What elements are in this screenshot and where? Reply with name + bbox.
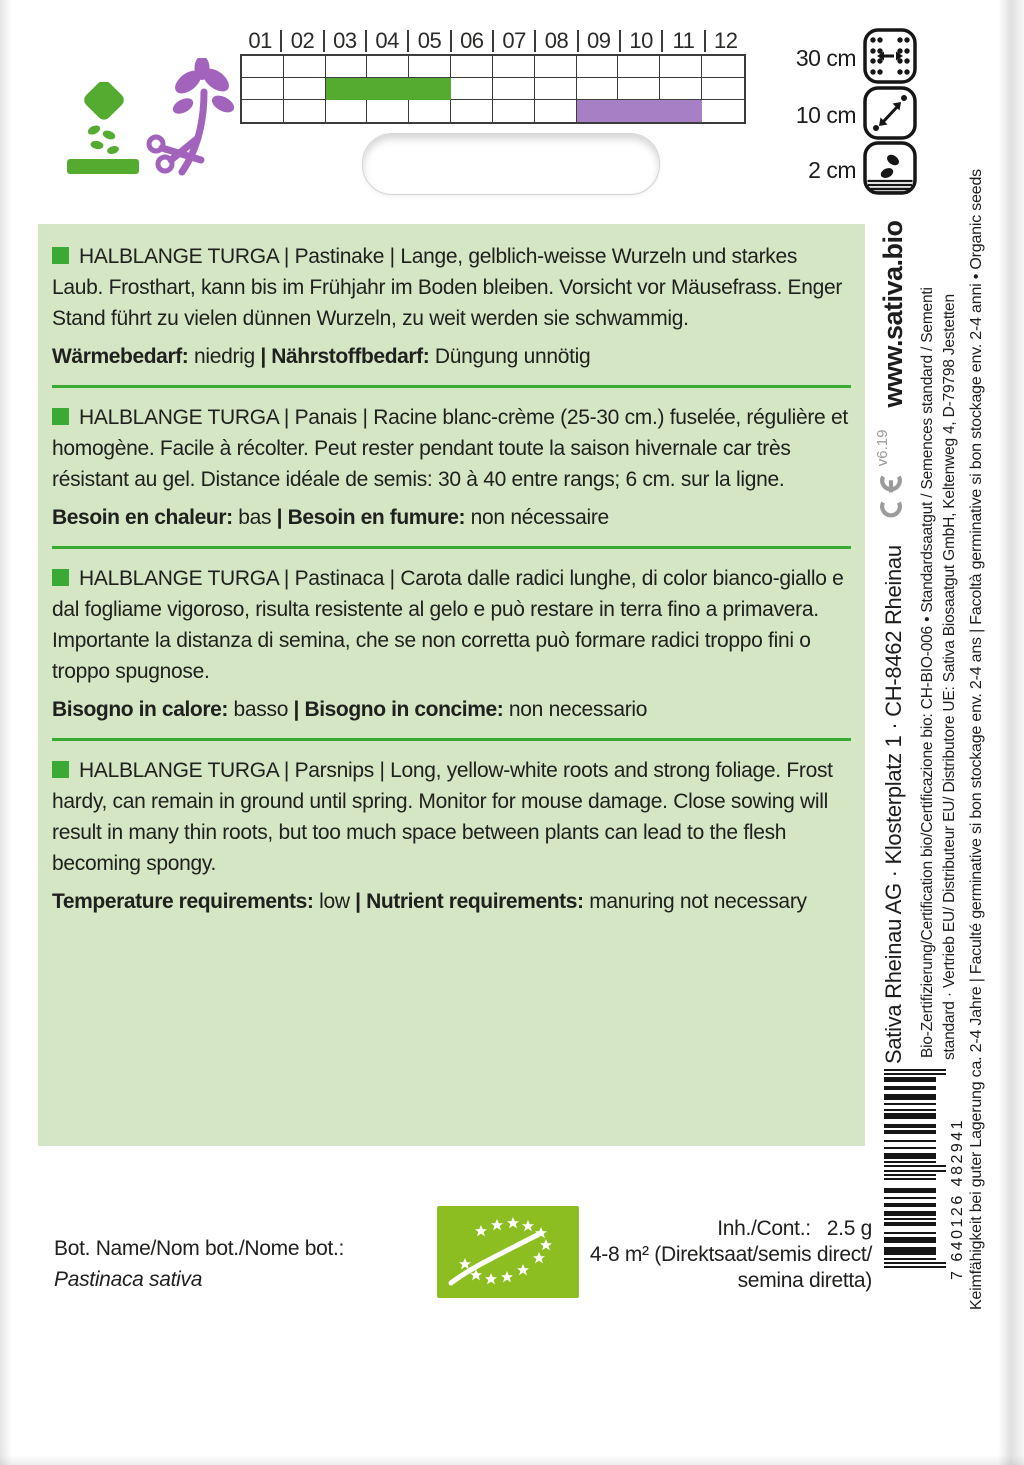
barcode-module	[884, 1071, 946, 1073]
barcode-module	[884, 1117, 936, 1119]
month-label: 02	[280, 30, 322, 52]
req-value: non necessario	[508, 698, 648, 721]
req-value: basso	[233, 698, 289, 721]
calendar-cell	[242, 56, 284, 78]
sowing-icon	[66, 82, 142, 183]
month-label: 08	[534, 30, 576, 52]
ce-mark-icon	[878, 471, 909, 523]
barcode-module	[884, 1132, 936, 1134]
separator: |	[384, 567, 401, 590]
contents-block	[590, 1216, 872, 1294]
row-spacing-icon	[863, 28, 917, 89]
barcode-module	[884, 1082, 936, 1084]
month-label: 09	[577, 30, 619, 52]
barcode-module	[884, 1069, 946, 1071]
species-name: Panais	[294, 406, 358, 429]
barcode-module	[884, 1105, 936, 1107]
req-value: manuring not necessary	[589, 890, 807, 913]
green-square-bullet	[52, 761, 69, 778]
calendar-cell	[535, 78, 577, 100]
barcode-module	[884, 1126, 936, 1128]
requirements-line	[52, 695, 851, 725]
req-label: Nährstoffbedarf:	[271, 345, 430, 368]
calendar-cell	[326, 100, 368, 122]
description-paragraph	[52, 241, 851, 334]
barcode-digits: 7 640126 482941	[949, 1117, 966, 1280]
distributor-line: standard · Vertrieb EU/ Distributeur EU/ Distributore UE: Sativa Biosaatgut GmbH, Keltenweg 4, D-79798 Jestetten	[941, 294, 958, 1060]
requirements-line	[52, 503, 851, 533]
calendar-cell	[535, 56, 577, 78]
variety-name: HALBLANGE TURGA	[79, 245, 279, 268]
month-label: 07	[492, 30, 534, 52]
barcode-module	[884, 1149, 936, 1151]
packet-right-edge	[998, 0, 1024, 1465]
barcode-module	[884, 1180, 936, 1182]
calendar-cell	[577, 78, 619, 100]
description-text: Lange, gelblich-weisse Wurzeln und starkes Laub. Frosthart, kann bis im Frühjahr im Boden bleiben. Vorsicht vor Mäusefrass. Enger Stand führt zu vielen dünnen Wurzeln, zu weit werden sie schwammig.	[52, 245, 843, 330]
barcode-module	[884, 1237, 936, 1239]
req-label: Nutrient requirements:	[366, 890, 584, 913]
species-name: Pastinaca	[294, 567, 385, 590]
barcode-module	[884, 1103, 936, 1105]
req-label: Bisogno in concime:	[304, 698, 504, 721]
separator: |	[271, 506, 288, 529]
section-divider	[52, 385, 851, 388]
barcode-module	[884, 1241, 936, 1243]
barcode-module	[884, 1121, 936, 1123]
variety-info-panel	[38, 224, 865, 1146]
certification-line: Bio-Zertifizierung/Certification bio/Certificazione bio: CH-BIO-006 • Standardsaatgut / Semences standard / Sementi	[919, 287, 936, 1058]
barcode-module	[884, 1195, 936, 1197]
barcode-module	[884, 1235, 936, 1237]
germination-line: Keimfähigkeit bei guter Lagerung ca. 2-4 Jahre | Faculté germinative si bon stockage env. 2-4 ans | Facoltà germinative si bon stockage env. 2-4 anni • Organic seeds	[968, 169, 985, 1310]
green-square-bullet	[52, 408, 69, 425]
barcode-module	[884, 1165, 946, 1167]
barcode-module	[884, 1230, 936, 1232]
barcode-module	[884, 1096, 936, 1098]
barcode-module	[884, 1119, 936, 1121]
barcode-module	[884, 1107, 936, 1109]
barcode-module	[884, 1262, 946, 1264]
calendar-cell	[367, 56, 409, 78]
req-label: Besoin en chaleur:	[52, 506, 233, 529]
barcode-module	[884, 1247, 936, 1249]
coverage-line-2: semina diretta)	[737, 1269, 872, 1292]
calendar-cell	[660, 56, 702, 78]
barcode-module	[884, 1193, 936, 1195]
separator: |	[373, 759, 391, 782]
contents-label: Inh./Cont.:	[717, 1217, 811, 1240]
barcode-module	[884, 1155, 936, 1157]
calendar-cell	[242, 100, 284, 122]
barcode-module	[884, 1214, 936, 1216]
req-value: niedrig	[193, 345, 255, 368]
plant-spacing-value: 10 cm	[795, 102, 856, 128]
side-publisher-line	[874, 220, 909, 1064]
green-square-bullet	[52, 569, 69, 586]
harvest-period-bar	[577, 100, 703, 122]
barcode-module	[884, 1136, 936, 1138]
barcode-module	[884, 1218, 936, 1220]
barcode-module	[884, 1163, 946, 1165]
barcode-module	[884, 1153, 936, 1155]
variety-name: HALBLANGE TURGA	[79, 759, 279, 782]
barcode-module	[884, 1188, 936, 1190]
sowing-depth-icon	[863, 141, 917, 200]
barcode-module	[884, 1094, 936, 1096]
sowing-depth-legend	[784, 141, 917, 200]
barcode-module	[884, 1222, 936, 1224]
packet-bottom-edge	[0, 1455, 1024, 1465]
contents-line	[590, 1216, 872, 1242]
variety-name: HALBLANGE TURGA	[79, 406, 279, 429]
botanical-name-value: Pastinaca sativa	[54, 1268, 203, 1291]
month-label: 03	[323, 30, 365, 52]
separator: |	[254, 345, 272, 368]
company-address: Sativa Rheinau AG · Klosterplatz 1 · CH-8462 Rheinau	[880, 545, 906, 1064]
botanical-name-label: Bot. Name/Nom bot./Nome bot.:	[54, 1237, 345, 1260]
calendar-cell	[702, 100, 744, 122]
barcode-module	[884, 1109, 936, 1111]
barcode-module	[884, 1073, 946, 1075]
barcode-module	[884, 1174, 936, 1176]
section-english	[52, 755, 851, 917]
barcode-module	[884, 1088, 936, 1090]
barcode-module	[884, 1178, 936, 1180]
calendar-cell	[367, 100, 409, 122]
calendar-cell	[618, 56, 660, 78]
barcode-module	[884, 1113, 936, 1115]
req-value: bas	[238, 506, 272, 529]
plant-spacing-icon	[863, 86, 917, 145]
sowing-period-bar	[326, 78, 452, 100]
calendar-cell	[409, 100, 451, 122]
contents-value: 2.5 g	[826, 1217, 872, 1240]
plant-spacing-legend	[784, 86, 917, 145]
barcode-bars	[884, 1066, 948, 1268]
sowing-calendar	[240, 28, 746, 124]
barcode-module	[884, 1201, 936, 1203]
req-value: non nécessaire	[470, 506, 609, 529]
separator: |	[278, 759, 295, 782]
separator: |	[349, 890, 367, 913]
calendar-cell	[326, 56, 368, 78]
separator: |	[278, 245, 295, 268]
barcode-module	[884, 1098, 936, 1100]
month-label: 06	[450, 30, 492, 52]
section-german	[52, 241, 851, 388]
req-value: Düngung unnötig	[434, 345, 591, 368]
barcode-module	[884, 1084, 936, 1086]
species-name: Parsnips	[294, 759, 374, 782]
barcode-module	[884, 1086, 936, 1088]
barcode-module	[884, 1130, 936, 1132]
ean-barcode	[884, 1066, 967, 1280]
calendar-cell	[242, 78, 284, 100]
calendar-cell	[284, 56, 326, 78]
barcode-module	[884, 1172, 946, 1174]
barcode-module	[884, 1157, 936, 1159]
calendar-cell	[660, 78, 702, 100]
req-label: Bisogno in calore:	[52, 698, 228, 721]
section-italian	[52, 563, 851, 741]
barcode-module	[884, 1197, 936, 1199]
barcode-module	[884, 1128, 936, 1130]
barcode-module	[884, 1249, 936, 1251]
requirements-line	[52, 342, 851, 372]
description-text: Carota dalle radici lunghe, di color bianco-giallo e dal fogliame vigoroso, risulta resistente al gelo e può restare in terra fino a primavera. Importante la distanza di semina, che se non corretta può formare radici troppo fini o troppo spugnose.	[52, 567, 844, 683]
barcode-module	[884, 1140, 936, 1142]
hang-hole-cutout	[362, 133, 660, 195]
barcode-module	[884, 1226, 936, 1228]
calendar-grid-body	[240, 54, 746, 124]
species-name: Pastinake	[294, 245, 385, 268]
row-spacing-legend	[784, 28, 917, 89]
section-french	[52, 402, 851, 549]
variety-name: HALBLANGE TURGA	[79, 567, 279, 590]
description-text: Racine blanc-crème (25-30 cm.) fuselée, régulière et homogène. Facile à récolter. Peut rester pendant toute la saison hivernale car très résistant au gel. Distance idéale de semis: 30 à 40 entre rangs; 6 cm. sur la ligne.	[52, 406, 848, 491]
barcode-module	[884, 1203, 936, 1205]
barcode-module	[884, 1142, 936, 1144]
barcode-module	[884, 1186, 936, 1188]
separator: |	[278, 406, 295, 429]
barcode-module	[884, 1101, 936, 1103]
separator: |	[384, 245, 401, 268]
month-label: 12	[704, 30, 746, 52]
calendar-cell	[493, 56, 535, 78]
barcode-module	[884, 1159, 936, 1161]
barcode-module	[884, 1224, 936, 1226]
calendar-cell	[493, 78, 535, 100]
eu-organic-logo	[437, 1206, 579, 1303]
barcode-module	[884, 1176, 936, 1178]
description-paragraph	[52, 563, 851, 687]
green-square-bullet	[52, 247, 69, 264]
barcode-module	[884, 1232, 936, 1234]
month-label: 10	[619, 30, 661, 52]
calendar-cell	[493, 100, 535, 122]
barcode-module	[884, 1264, 946, 1266]
calendar-cell	[577, 56, 619, 78]
coverage-line-1: 4-8 m² (Direktsaat/semis direct/	[589, 1243, 872, 1266]
month-label: 11	[661, 30, 703, 52]
barcode-module	[884, 1111, 936, 1113]
separator: |	[288, 698, 305, 721]
calendar-cell	[702, 78, 744, 100]
description-paragraph	[52, 755, 851, 879]
separator: |	[357, 406, 374, 429]
barcode-module	[884, 1253, 936, 1255]
row-spacing-value: 30 cm	[795, 45, 856, 71]
req-value: low	[319, 890, 350, 913]
barcode-module	[884, 1134, 936, 1136]
barcode-module	[884, 1243, 936, 1245]
month-label: 05	[407, 30, 449, 52]
barcode-module	[884, 1090, 936, 1092]
barcode-module	[884, 1266, 946, 1268]
barcode-module	[884, 1080, 936, 1082]
barcode-module	[884, 1124, 936, 1126]
barcode-module	[884, 1161, 936, 1163]
barcode-module	[884, 1115, 936, 1117]
barcode-module	[884, 1209, 936, 1211]
barcode-module	[884, 1077, 936, 1079]
calendar-cell	[284, 100, 326, 122]
calendar-cell	[451, 100, 493, 122]
barcode-module	[884, 1199, 936, 1201]
barcode-module	[884, 1191, 936, 1193]
barcode-module	[884, 1092, 936, 1094]
barcode-module	[884, 1075, 936, 1077]
requirements-line	[52, 887, 851, 917]
barcode-module	[884, 1245, 936, 1247]
barcode-module	[884, 1211, 936, 1213]
barcode-module	[884, 1147, 936, 1149]
section-divider	[52, 546, 851, 549]
barcode-module	[884, 1228, 936, 1230]
barcode-module	[884, 1220, 936, 1222]
sowing-depth-value: 2 cm	[808, 157, 856, 183]
barcode-module	[884, 1182, 936, 1184]
month-label: 04	[365, 30, 407, 52]
ce-mark-block	[874, 429, 909, 524]
barcode-module	[884, 1144, 936, 1146]
calendar-cell	[284, 78, 326, 100]
version-label: v6.19	[874, 429, 891, 467]
month-label: 01	[248, 28, 272, 53]
website-url: www.sativa.bio	[878, 220, 908, 408]
barcode-module	[884, 1151, 936, 1153]
calendar-cell	[409, 56, 451, 78]
barcode-module	[884, 1168, 946, 1170]
barcode-module	[884, 1239, 936, 1241]
section-divider	[52, 738, 851, 741]
barcode-module	[884, 1170, 946, 1172]
barcode-module	[884, 1216, 936, 1218]
barcode-module	[884, 1258, 936, 1260]
calendar-cell	[451, 56, 493, 78]
barcode-module	[884, 1138, 936, 1140]
calendar-cell	[702, 56, 744, 78]
separator: |	[278, 567, 295, 590]
description-text: Long, yellow-white roots and strong foliage. Frost hardy, can remain in ground until spring. Monitor for mouse damage. Close sowing will result in many thin roots, but too much space between plants can lead to the flesh becoming spongy.	[52, 759, 833, 875]
description-paragraph	[52, 402, 851, 495]
barcode-module	[884, 1255, 936, 1257]
harvest-scissors-icon	[144, 58, 240, 187]
req-label: Temperature requirements:	[52, 890, 314, 913]
req-label: Wärmebedarf:	[52, 345, 189, 368]
calendar-month-labels	[240, 28, 746, 54]
calendar-cell	[535, 100, 577, 122]
barcode-module	[884, 1184, 936, 1186]
barcode-module	[884, 1260, 936, 1262]
calendar-cell	[618, 78, 660, 100]
req-label: Besoin en fumure:	[287, 506, 466, 529]
barcode-module	[884, 1207, 936, 1209]
barcode-module	[884, 1205, 936, 1207]
calendar-cell	[451, 78, 493, 100]
packet-left-edge	[0, 0, 12, 1465]
barcode-module	[884, 1251, 936, 1253]
